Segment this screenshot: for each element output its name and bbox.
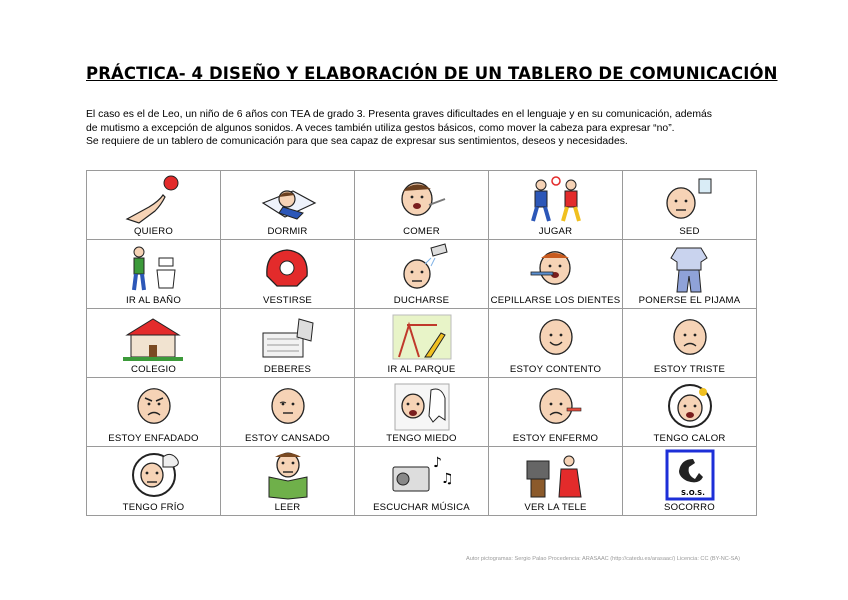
pictogram-cell[interactable] bbox=[355, 447, 489, 516]
scared-child-ghost-icon bbox=[355, 380, 488, 432]
pictogram-label: CEPILLARSE LOS DIENTES bbox=[490, 295, 621, 306]
pictogram-label: VER LA TELE bbox=[524, 502, 587, 513]
pictogram-cell[interactable] bbox=[623, 378, 757, 447]
pictogram-cell[interactable] bbox=[221, 171, 355, 240]
svg-text:♫: ♫ bbox=[440, 471, 454, 487]
pictogram-cell[interactable] bbox=[221, 240, 355, 309]
intro-line: El caso es el de Leo, un niño de 6 años con TEA de grado 3. Presenta graves dificultades en el lenguaje y en su comunicación, además bbox=[86, 109, 712, 120]
pictogram-label: COMER bbox=[403, 226, 440, 237]
board-row bbox=[87, 378, 757, 447]
pictogram-label: ESTOY TRISTE bbox=[653, 364, 726, 375]
pictogram-cell[interactable] bbox=[355, 171, 489, 240]
board-row bbox=[87, 171, 757, 240]
pictogram-cell[interactable] bbox=[221, 309, 355, 378]
pictogram-label: DEBERES bbox=[263, 364, 312, 375]
child-reading-book-icon bbox=[221, 449, 354, 501]
happy-face-icon bbox=[489, 311, 622, 363]
cold-child-snow-icon bbox=[87, 449, 220, 501]
pictogram-cell[interactable] bbox=[489, 378, 623, 447]
pictogram-cell[interactable] bbox=[355, 240, 489, 309]
pictogram-label: LEER bbox=[274, 502, 301, 513]
intro-paragraph bbox=[86, 108, 776, 149]
pictogram-label: JUGAR bbox=[538, 226, 573, 237]
child-toilet-icon bbox=[87, 242, 220, 294]
watching-tv-icon bbox=[489, 449, 622, 501]
pictogram-cell[interactable] bbox=[87, 309, 221, 378]
intro-line: Se requiere de un tablero de comunicación para que sea capaz de expresar sus sentimientos, deseos y necesidades. bbox=[86, 136, 628, 148]
pictogram-cell[interactable] bbox=[87, 378, 221, 447]
pictogram-label: PONERSE EL PIJAMA bbox=[638, 295, 741, 306]
pictogram-label: TENGO FRÍO bbox=[122, 502, 185, 513]
pictogram-cell[interactable] bbox=[623, 447, 757, 516]
pictogram-label: SOCORRO bbox=[664, 502, 715, 513]
pictogram-label: ESCUCHAR MÚSICA bbox=[373, 502, 470, 513]
pictogram-cell[interactable] bbox=[623, 240, 757, 309]
pictogram-label: IR AL PARQUE bbox=[387, 364, 456, 375]
pictogram-label: SED bbox=[679, 226, 700, 237]
school-building-icon bbox=[87, 311, 220, 363]
brushing-teeth-icon bbox=[489, 242, 622, 294]
pictogram-cell[interactable] bbox=[221, 447, 355, 516]
pictogram-label: ESTOY ENFADADO bbox=[108, 433, 199, 444]
getting-dressed-icon bbox=[221, 242, 354, 294]
angry-face-icon bbox=[87, 380, 220, 432]
pictogram-label: TENGO CALOR bbox=[653, 433, 726, 444]
sick-face-thermometer-icon bbox=[489, 380, 622, 432]
radio-music-notes-icon bbox=[355, 449, 488, 501]
intro-line: de mutismo a excepción de algunos sonidos. A veces también utiliza gestos básicos, como mover la cabeza para expresar “no”. bbox=[86, 122, 675, 134]
pictogram-cell[interactable] bbox=[87, 447, 221, 516]
board-row bbox=[87, 309, 757, 378]
sad-face-icon bbox=[623, 311, 756, 363]
tired-face-icon bbox=[221, 380, 354, 432]
pictogram-cell[interactable] bbox=[489, 171, 623, 240]
board-row bbox=[87, 240, 757, 309]
pictogram-credit: Autor pictogramas: Sergio Palao Procedencia: ARASAAC (http://catedu.es/arasaac/) Licencia: CC (BY-NC-SA) bbox=[466, 556, 741, 562]
pictogram-cell[interactable] bbox=[623, 171, 757, 240]
pictogram-label: IR AL BAÑO bbox=[126, 295, 181, 306]
pictogram-label: COLEGIO bbox=[130, 364, 177, 375]
board-row bbox=[87, 447, 757, 516]
sos-phone-icon bbox=[623, 449, 756, 501]
pictogram-label: DORMIR bbox=[267, 226, 308, 237]
pictogram-label: TENGO MIEDO bbox=[386, 433, 457, 444]
pictogram-cell[interactable] bbox=[87, 171, 221, 240]
shower-icon bbox=[355, 242, 488, 294]
pictogram-label: QUIERO bbox=[133, 226, 174, 237]
communication-board bbox=[86, 170, 757, 516]
pajamas-icon bbox=[623, 242, 756, 294]
pictogram-cell[interactable] bbox=[221, 378, 355, 447]
svg-text:S.O.S.: S.O.S. bbox=[680, 489, 705, 497]
pictogram-label: ESTOY ENFERMO bbox=[512, 433, 599, 444]
pictogram-cell[interactable] bbox=[355, 378, 489, 447]
page-title: PRÁCTICA- 4 DISEÑO Y ELABORACIÓN DE UN TABLERO DE COMUNICACIÓN bbox=[86, 64, 778, 83]
pictogram-label: VESTIRSE bbox=[262, 295, 313, 306]
pictogram-cell[interactable] bbox=[87, 240, 221, 309]
sleeping-child-icon bbox=[221, 173, 354, 225]
thirsty-face-glass-icon bbox=[623, 173, 756, 225]
pictogram-label: DUCHARSE bbox=[393, 295, 450, 306]
park-playground-icon bbox=[355, 311, 488, 363]
pictogram-cell[interactable] bbox=[355, 309, 489, 378]
children-playing-ball-icon bbox=[489, 173, 622, 225]
pictogram-cell[interactable] bbox=[489, 240, 623, 309]
pictogram-cell[interactable] bbox=[489, 447, 623, 516]
homework-books-icon bbox=[221, 311, 354, 363]
hand-reaching-ball-icon bbox=[87, 173, 220, 225]
svg-text:♪: ♪ bbox=[432, 455, 442, 471]
pictogram-label: ESTOY CANSADO bbox=[245, 433, 330, 444]
pictogram-cell[interactable] bbox=[623, 309, 757, 378]
hot-face-sun-icon bbox=[623, 380, 756, 432]
pictogram-cell[interactable] bbox=[489, 309, 623, 378]
eating-child-icon bbox=[355, 173, 488, 225]
pictogram-label: ESTOY CONTENTO bbox=[509, 364, 602, 375]
